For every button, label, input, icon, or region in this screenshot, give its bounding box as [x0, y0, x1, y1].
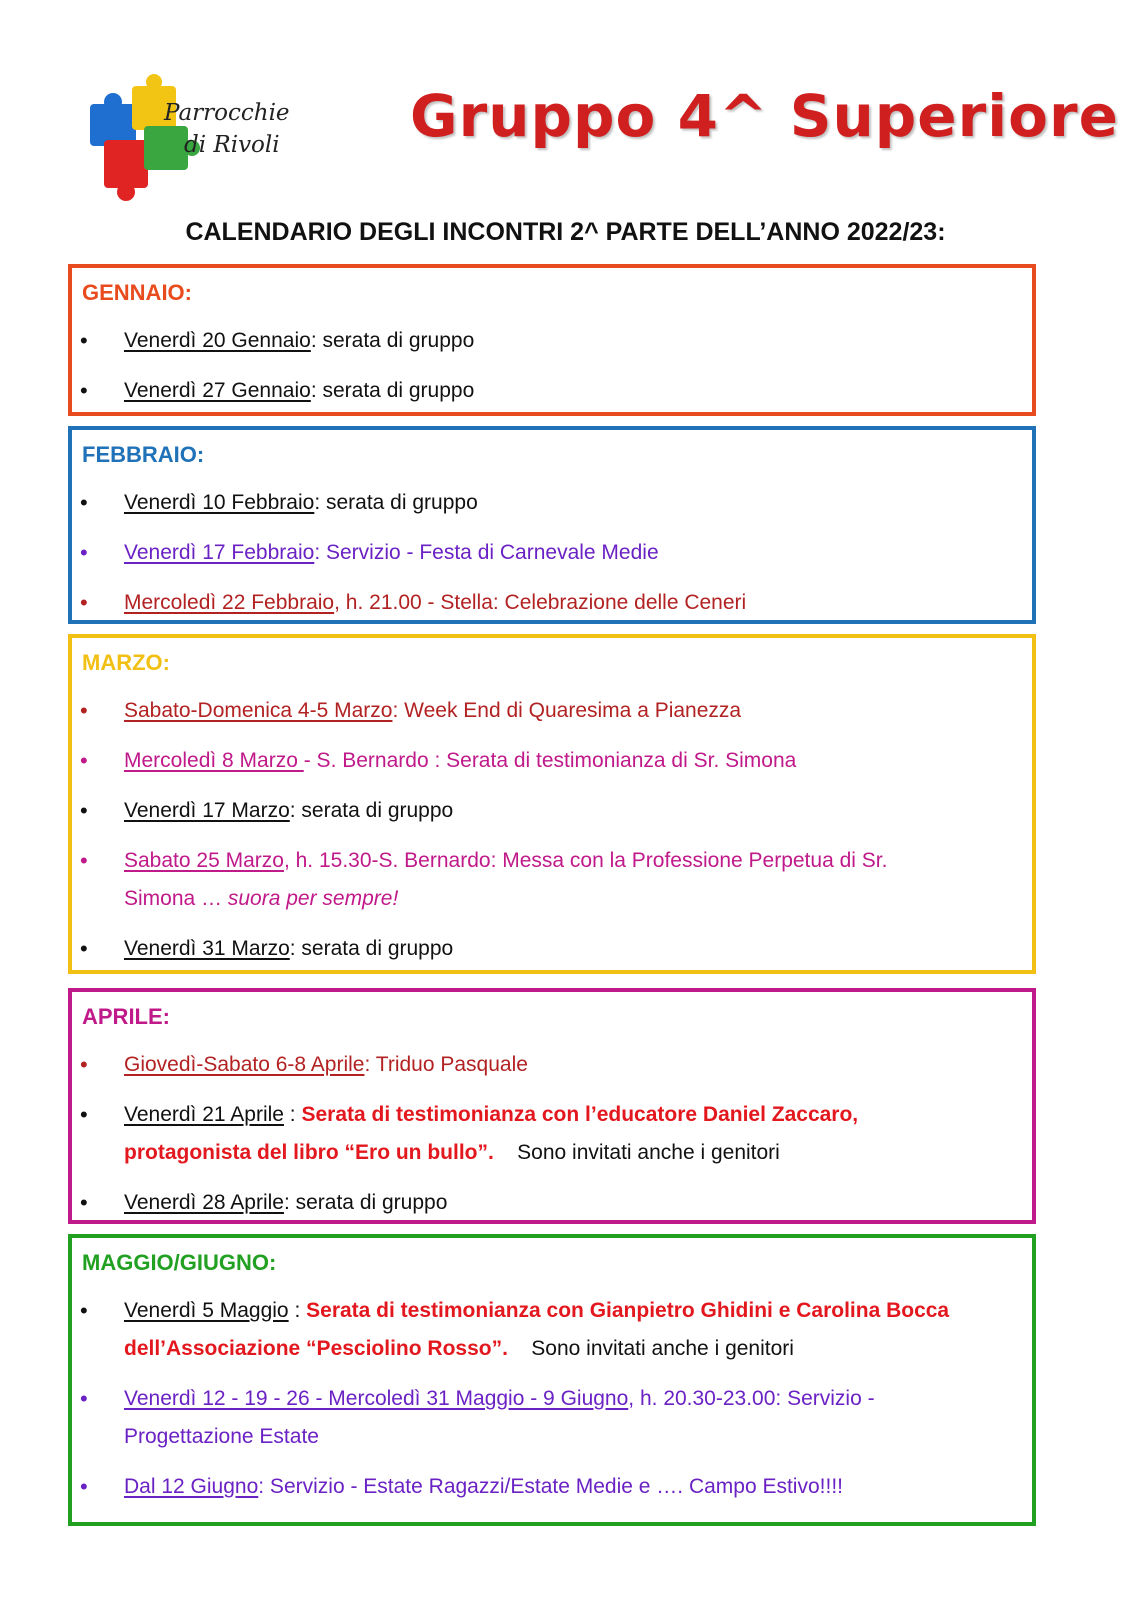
- section-aprile: [68, 988, 1036, 1224]
- event-date: Venerdì 31 Marzo: [124, 937, 290, 960]
- bullet-icon: •: [80, 540, 88, 565]
- event-date: Mercoledì 8 Marzo: [124, 749, 304, 772]
- section-heading-aprile: APRILE:: [82, 1004, 170, 1029]
- list-item: [80, 692, 1020, 730]
- list-item: [80, 842, 1020, 918]
- bullet-icon: •: [80, 590, 88, 615]
- parish-logo: [72, 72, 290, 212]
- bullet-icon: •: [80, 936, 88, 961]
- list-item: [80, 1184, 1020, 1222]
- event-text: : serata di gruppo: [310, 379, 475, 402]
- event-date: Venerdì 12 - 19 - 26 - Mercoledì 31 Maggio - 9 Giugno: [124, 1387, 629, 1410]
- event-date: Dal 12 Giugno: [124, 1475, 259, 1498]
- bullet-icon: •: [80, 1190, 88, 1215]
- event-date: Venerdì 17 Marzo: [124, 799, 290, 822]
- event-text: Sono invitati anche i genitori: [507, 1337, 794, 1360]
- bullet-icon: •: [80, 1386, 88, 1411]
- bullet-icon: •: [80, 1052, 88, 1077]
- logo-line-1: Parrocchie: [164, 100, 290, 126]
- bullet-icon: •: [80, 848, 88, 873]
- event-date: Venerdì 5 Maggio: [124, 1299, 289, 1322]
- event-date: Venerdì 10 Febbraio: [124, 491, 315, 514]
- event-text: , h. 15.30-S. Bernardo: Messa con la Professione Perpetua di Sr. Simona …: [124, 849, 888, 910]
- event-text: : Servizio - Estate Ragazzi/Estate Medie e …. Campo Estivo!!!!: [258, 1475, 843, 1498]
- list-item: [80, 1046, 1020, 1084]
- list-item: [80, 534, 1020, 572]
- event-date: Venerdì 28 Aprile: [124, 1191, 284, 1214]
- event-highlight: Serata di testimonianza con Gianpietro Ghidini e Carolina Bocca dell’Associazione “Pesciolino Rosso”.: [124, 1299, 950, 1360]
- event-text: : serata di gruppo: [310, 329, 475, 352]
- bullet-icon: •: [80, 698, 88, 723]
- event-separator: :: [288, 1299, 307, 1322]
- logo-line-2: di Rivoli: [184, 132, 280, 158]
- event-date: Sabato-Domenica 4-5 Marzo: [124, 699, 393, 722]
- event-text: : serata di gruppo: [289, 937, 454, 960]
- event-date: Mercoledì 22 Febbraio: [124, 591, 335, 614]
- bullet-icon: •: [80, 328, 88, 353]
- list-item: [80, 1096, 1020, 1172]
- list-item: [80, 930, 1020, 968]
- list-item: [80, 1468, 1020, 1506]
- event-text: , h. 20.30-23.00: Servizio - Progettazione Estate: [124, 1387, 875, 1448]
- list-item: [80, 484, 1020, 522]
- bullet-icon: •: [80, 490, 88, 515]
- event-date: Venerdì 21 Aprile: [124, 1103, 284, 1126]
- list-item: [80, 584, 1020, 622]
- event-text: : serata di gruppo: [289, 799, 454, 822]
- section-heading-marzo: MARZO:: [82, 650, 170, 675]
- section-heading-maggio: MAGGIO/GIUGNO:: [82, 1250, 277, 1275]
- page-title: Gruppo 4^ Superiore: [410, 82, 1119, 150]
- event-date: Venerdì 20 Gennaio: [124, 329, 311, 352]
- section-maggio-giugno: [68, 1234, 1036, 1526]
- event-date: Giovedì-Sabato 6-8 Aprile: [124, 1053, 365, 1076]
- bullet-icon: •: [80, 1474, 88, 1499]
- event-text: : Servizio - Festa di Carnevale Medie: [314, 541, 659, 564]
- bullet-icon: •: [80, 748, 88, 773]
- event-text: : serata di gruppo: [314, 491, 478, 514]
- event-italic: suora per sempre!: [227, 887, 399, 910]
- bullet-icon: •: [80, 1102, 88, 1127]
- section-heading-febbraio: FEBBRAIO:: [82, 442, 205, 467]
- event-text: : serata di gruppo: [283, 1191, 448, 1214]
- event-text: : Triduo Pasquale: [364, 1053, 528, 1076]
- section-heading-gennaio: GENNAIO:: [82, 280, 192, 305]
- list-item: [80, 792, 1020, 830]
- event-text: Sono invitati anche i genitori: [493, 1141, 780, 1164]
- event-text: , h. 21.00 - Stella: Celebrazione delle Ceneri: [334, 591, 747, 614]
- section-gennaio: [68, 264, 1036, 416]
- event-date: Venerdì 17 Febbraio: [124, 541, 315, 564]
- event-text: : Week End di Quaresima a Pianezza: [392, 699, 742, 722]
- event-highlight: Serata di testimonianza con l’educatore Daniel Zaccaro, protagonista del libro “Ero un bullo”.: [124, 1103, 859, 1164]
- event-separator: :: [283, 1103, 302, 1126]
- event-date: Venerdì 27 Gennaio: [124, 379, 311, 402]
- event-text: - S. Bernardo : Serata di testimonianza di Sr. Simona: [303, 749, 797, 772]
- list-item: [80, 742, 1020, 780]
- bullet-icon: •: [80, 1298, 88, 1323]
- bullet-icon: •: [80, 798, 88, 823]
- list-item: [80, 1380, 1020, 1456]
- list-item: [80, 322, 1020, 360]
- bullet-icon: •: [80, 378, 88, 403]
- event-date: Sabato 25 Marzo: [124, 849, 284, 872]
- section-febbraio: [68, 426, 1036, 624]
- section-marzo: [68, 634, 1036, 974]
- page-subtitle: CALENDARIO DEGLI INCONTRI 2^ PARTE DELL’ANNO 2022/23:: [185, 218, 946, 246]
- list-item: [80, 1292, 1020, 1368]
- list-item: [80, 372, 1020, 410]
